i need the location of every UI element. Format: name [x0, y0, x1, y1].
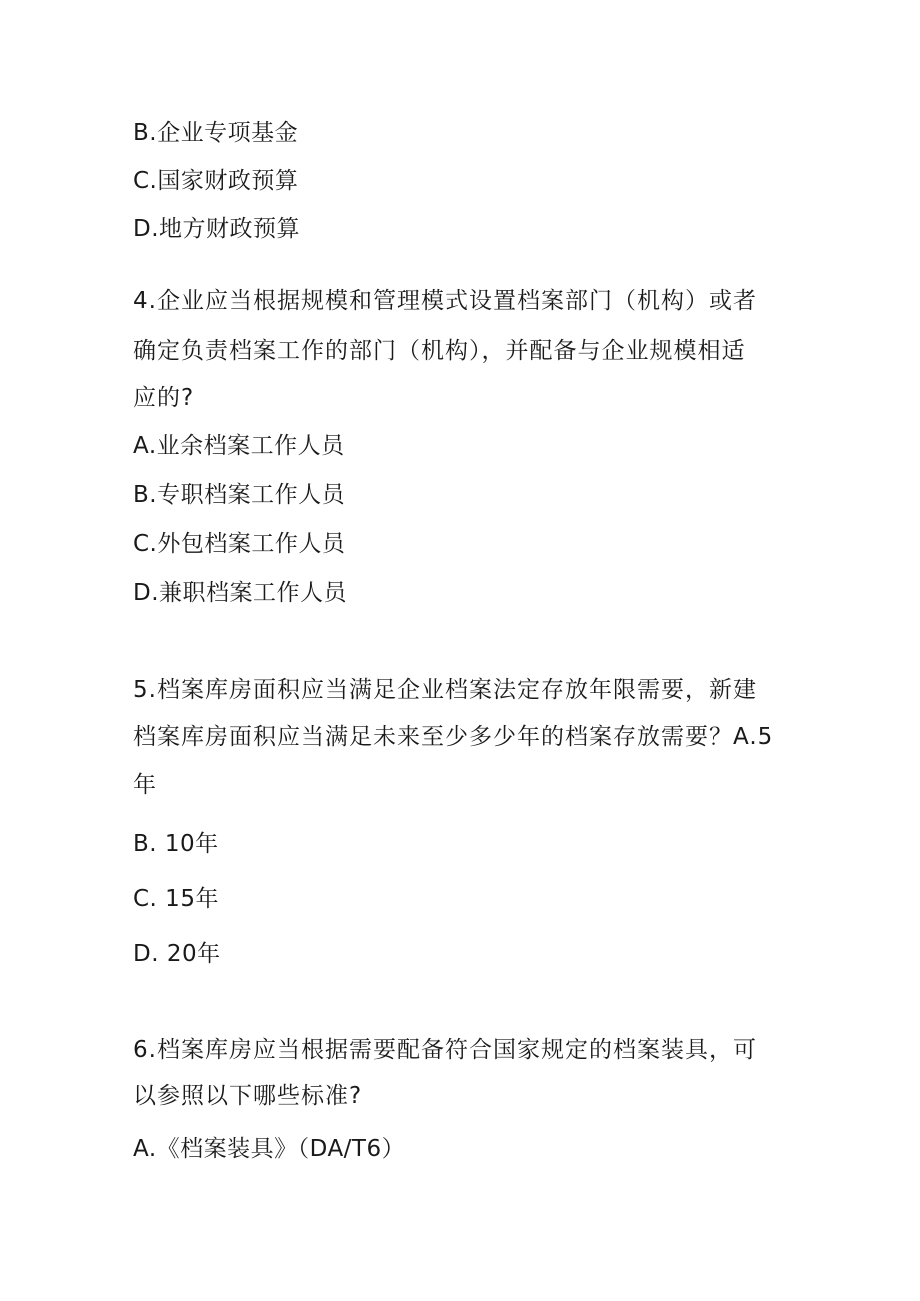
q3-option-c: C.国家财政预算 [133, 168, 299, 194]
q6-option-a: A.《档案装具》（DA/T6） [133, 1136, 406, 1162]
q5-option-d: D. 20年 [133, 941, 221, 967]
q4-text-line-2: 确定负责档案工作的部门（机构），并配备与企业规模相适 [133, 338, 746, 364]
q3-option-b: B.企业专项基金 [133, 120, 299, 146]
q4-option-d: D.兼职档案工作人员 [133, 580, 348, 606]
q4-option-b: B.专职档案工作人员 [133, 482, 346, 508]
q5-text-line-2: 档案库房面积应当满足未来至少多少年的档案存放需要？A.5 [133, 724, 774, 750]
q5-option-c: C. 15年 [133, 886, 219, 912]
q4-option-a: A.业余档案工作人员 [133, 433, 345, 459]
q5-text-line-3: 年 [133, 772, 157, 798]
q6-text-line-2: 以参照以下哪些标准? [133, 1083, 363, 1109]
q5-text-line-1: 5.档案库房面积应当满足企业档案法定存放年限需要，新建 [133, 677, 757, 703]
q5-option-b: B. 10年 [133, 831, 219, 857]
q4-option-c: C.外包档案工作人员 [133, 531, 346, 557]
q6-text-line-1: 6.档案库房应当根据需要配备符合国家规定的档案装具，可 [133, 1037, 757, 1063]
q3-option-d: D.地方财政预算 [133, 216, 301, 242]
q4-text-line-3: 应的? [133, 385, 195, 411]
q4-text-line-1: 4.企业应当根据规模和管理模式设置档案部门（机构）或者 [133, 288, 757, 314]
